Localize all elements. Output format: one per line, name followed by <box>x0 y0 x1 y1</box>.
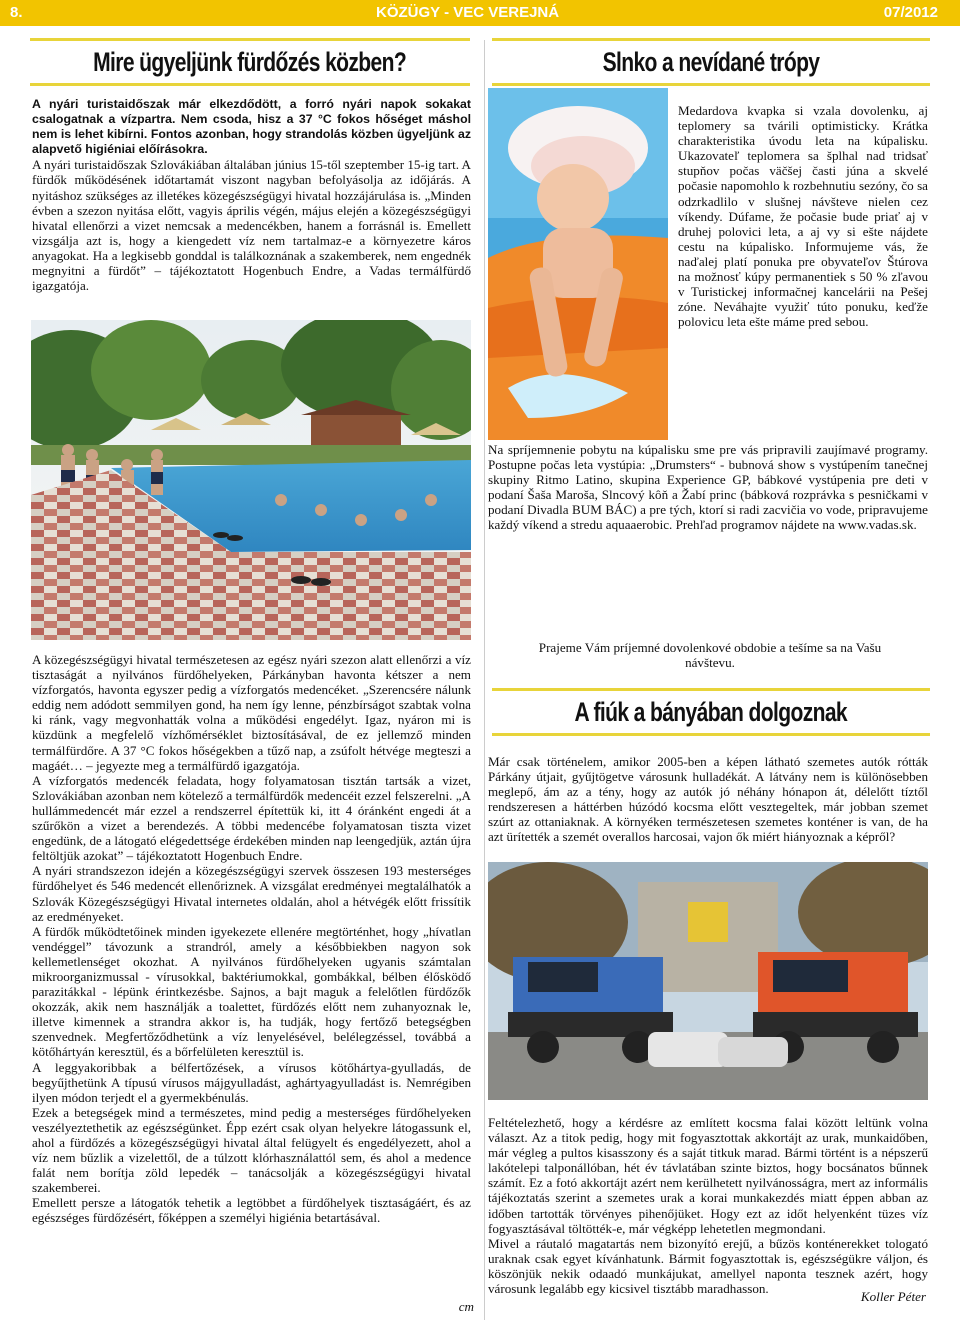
left-paragraph: Ezek a betegségek mind a természetes, mind pedig a mesterséges fürdőhelyeken veszélyeztethetik az egészségünket. Épp ezért csak olyan helyekre látogassunk el, ahol a fürdőzés a közegészségügyi hivatal által felügyelt és engedélyezett, ahol a víz nem bűzlik a vizelettől, de a túlzott klórhasználattól sem, és ahol a medence falát nem borítja zöld lepedék – tanácsolják a közegészségügyi hivatal szakemberei. <box>32 1104 471 1196</box>
left-paragraph: A nyári strandszezon idején a közegészségügyi szervek összesen 193 mesterséges fürdőhelyet és 546 medencét ellenőriznek. A vizsgálat eredményei megtalálhatók a Szlovák Közegészségügyi Hivatal internetes oldalán, ahol a hétvégék előtt frissítik az eredményeket. <box>32 863 471 924</box>
pool-photo <box>31 320 471 640</box>
page-number: 8. <box>10 4 23 21</box>
left-paragraph: A vízforgatós medencék feladata, hogy folyamatosan tisztán tartsák a vizet, Szlovákiában azonban nem kötelező a termálfürdők medencéit ezzel felszerelni. „A hullámmedencét már ezzel a rendszerrel építettük ki, itt 4 óránként engedi át a szűrőkön a vizet a berendezés. A többi medencébe folyamatosan tiszta vizet engedünk, de a látogató elégedettsége érdekében minden nap leengedjük, aztán újra feltöltjük azokat” – tájékoztatott Hogenbuch Endre. <box>32 772 471 864</box>
trucks-intro: Már csak történelem, amikor 2005-ben a képen látható szemetes autók rótták Párkány útjait, gyűjtögetve városunk hulladékát. A látvány nem is különösebben meglepő, ám az a tény, hogy az autók jó néhány hónapon át, délelőtt tíztől rendszeresen a háttérben húzódó kocsma előtt vesztegeltek, már jobban szemet szúrt az ottaniaknak. A környéken természetesen szemetes konténer is van, de ha azt ürítették a szemét overallos harcosai, vajon ők miért hiányoznak a képről? <box>488 754 928 845</box>
left-paragraph: A közegészségügyi hivatal természetesen az egész nyári szezon alatt ellenőrzi a víz tisztaságát a nyilvános fürdőhelyeken, Párkányban havonta kétszer a nem vízforgatós, havonta egyszer pedig a vízforgatós medencéket. „Szerencsére nálunk eddig nem adódott semmilyen gond, ha nem így lenne, pénzbírságot szabtak volna ki ránk, vagy megvonhatták volna a működési engedélyt. Igaz, nyáron mi is küzdünk a megfelelő vízhőmérséklet biztosításával, de ez jellemző minden termálfürdőre. A 37 °C fokos hőségekben a tűző nap, a zsúfolt hétvége megteszi a magáét… – jegyezte meg a termálfürdő igazgatója. <box>32 652 471 773</box>
left-body <box>32 652 471 1226</box>
child-photo-drawing <box>488 88 668 440</box>
left-paragraph: A fürdők működtetőinek minden igyekezete ellenére megtörténhet, hogy „hívatlan vendéggel” távozunk a strandról, amely a későbbiekben nagyon sok kellemetlenséget okozhat. A nyilvános fürdőhelyeken ugyanis számtalan mikroorganizmussal - vírusokkal, baktériumokkal, gombákkal, bélben élősködő parazitákkal - lépünk érintkezésbe. Sajnos, a bajt maguk a felelőtlen fürdőzők okozzák, akik nem használják a toalettet, fürdőzés előtt nem zuhanyoznak le, illetve kimennek a strandra akkor is, ha tudják, hogy fertőző betegségben szenvednek. Megfertőződhetünk a víz lenyelésével, belélegzéssel, továbbá a kötőhártyán keresztül, és a bőrfelületen keresztül is. <box>32 923 471 1060</box>
trucks-photo-drawing <box>488 862 928 1100</box>
left-paragraph: Emellett persze a látogatók tehetik a legtöbbet a fürdőhelyek tisztaságáért, és az egészséges fürdőzésért, főképpen a személyi higiénia betartásával. <box>32 1195 471 1226</box>
right-title2-box <box>492 688 930 736</box>
right-paragraph: Feltételezhető, hogy a kérdésre az említett kocsma falai között leltünk volna választ. Az a titok pedig, hogy mit fogyasztottak akkortájt az urak, munkaidőben, már végleg a pultos kisasszony és a saját titkuk marad. Bármi történt is a népszerű lakótelepi talponállóban, hét év távlatában szinte biztos, hogy bocsánatos bűnnek számít. Ez a fotó akkortájt azért nem kerülhetett nyilvánosságra, mert az informális tájékoztatás szerint a szemetes urak a korai munkakezdés miatt éppen abban az időben tartották törvényes pihenőjüket. Hogy ezt az időt helyenként tüzes víz fogyasztásával töltötték-e, már végképp lehetetlen megmondani. <box>488 1115 928 1236</box>
right-paragraph: Na spríjemnenie pobytu na kúpalisku sme pre vás pripravili zaujímavé programy. Postupne počas leta vystúpia: „Drumsters“ - bubnová show s vystúpením tanečnej skupiny Ritmo Latino, skupina Experience GP, bábkové vystúpenia pre deti v podaní Šaša Maroša, Slncový kôň a Žabí princ (bábková rozprávka s pesničkami v podaní Divadla BUM BÁC) a pre tých, ktorí si radi zacvičia vo vode, pripravujeme každý víkend a stredu aquaaerobic. Prehľad programov nájdete na www.vadas.sk. <box>488 442 928 533</box>
left-intro <box>32 97 471 293</box>
left-paragraph: A nyári turistaidőszak Szlovákiában általában június 15-től szeptember 15-ig tart. A fürdők működésének időtartamát viszont nagyban befolyásolja az időjárás. A nyitáshoz szükséges az illetékes közegészségügyi hivatal hozzájárulása is. „Minden évben a szezon nyitása előtt, vagyis április végén, május elején a közegészségügyi hivatal ellenőrzi a vizet nemcsak a medencékben, hanem a forrásnál is. Emellett vizsgálja azt is, hogy a kiengedett víz nem tartalmaz-e a környezetre káros anyagokat. Ha a legkisebb gonddal is találkoznának a szakemberek, nem engednék megnyitni a fürdőt” – tájékoztatott Hogenbuch Endre, a Vadas termálfürdő igazgatója. <box>32 157 471 294</box>
left-article-title: Mire ügyeljünk fürdőzés közben? <box>93 46 407 77</box>
left-lead: A nyári turistaidőszak már elkezdődött, a forró nyári napok sokakat csalogatnak a vízpartra. Nem csoda, hisz a 37 °C fokos hőséget máshol nem is lehet kibírni. Fontos azonban, hogy strandolás közben ügyeljünk az alapvető higiéniai előírásokra. <box>32 97 471 157</box>
trucks-photo <box>488 862 928 1100</box>
right-signature: Koller Péter <box>860 1289 926 1304</box>
pool-photo-drawing <box>31 320 471 640</box>
right-intro <box>678 103 928 329</box>
issue-date: 07/2012 <box>883 4 938 21</box>
right-wish: Prajeme Vám príjemné dovolenkové obdobie a tešíme sa na Vašu návštevu. <box>538 640 882 671</box>
page-header <box>0 0 960 26</box>
right-article-title-2: A fiúk a bányában dolgoznak <box>574 696 848 727</box>
right-paragraph: Mivel a ráutaló magatartás nem bizonyító erejű, a bűzös konténerekket tologató uraknak csak egyet kívánhatunk. Bármit fogyasztottak is, egészségükre váljon, és köszönjük nekik odaadó munkájukat, amellyel naponta tesznek azért, hogy városunk legalább egy kicsivel tisztább maradhasson. <box>488 1235 928 1297</box>
right-article-title: Slnko a nevídané trópy <box>602 46 820 77</box>
column-divider <box>484 40 485 1320</box>
section-title: KÖZÜGY - VEC VEREJNÁ <box>376 4 560 21</box>
left-title-box <box>30 38 470 86</box>
left-paragraph: A leggyakoribbak a bélfertőzések, a vírusos kötőhártya-gyulladás, de begyűjthetünk A típusú vírusos májgyulladást, aghártyagyulladást is. Nemrégiben ilyen módon terjedt el a gyermekbénulás. <box>32 1059 471 1105</box>
child-photo <box>488 88 668 440</box>
left-signature: cm <box>458 1299 474 1314</box>
right-paragraph: Medardova kvapka si vzala dovolenku, aj teplomery sa tvárili optimisticky. Krátka charakteristika úvodu leta na kúpalisku. Ukazovateľ teplomera sa šplhal nad tridsať stupňov počas väčšej časti júna a skvelé počasie napomohlo k rozbehnutiu sezóny, čo sa odzrkadlilo v slušnej návšteve nielen cez víkendy. Dúfame, že počasie bude priať aj v druhej polovici leta, a aj vy si ešte nájdete cestu na kúpalisko. Informujeme vás, že naďalej platí ponuka pre obyvateľov Štúrova na možnosť kúpy permanentiek s 50 % zľavou v Turistickej informačnej kancelárii na Pešej zóne. Neváhajte využiť túto ponuku, keďže polovicu leta ešte máme pred sebou. <box>678 103 928 330</box>
trucks-body <box>488 1115 928 1296</box>
right-title-box <box>492 38 930 86</box>
right-continued <box>488 442 928 533</box>
